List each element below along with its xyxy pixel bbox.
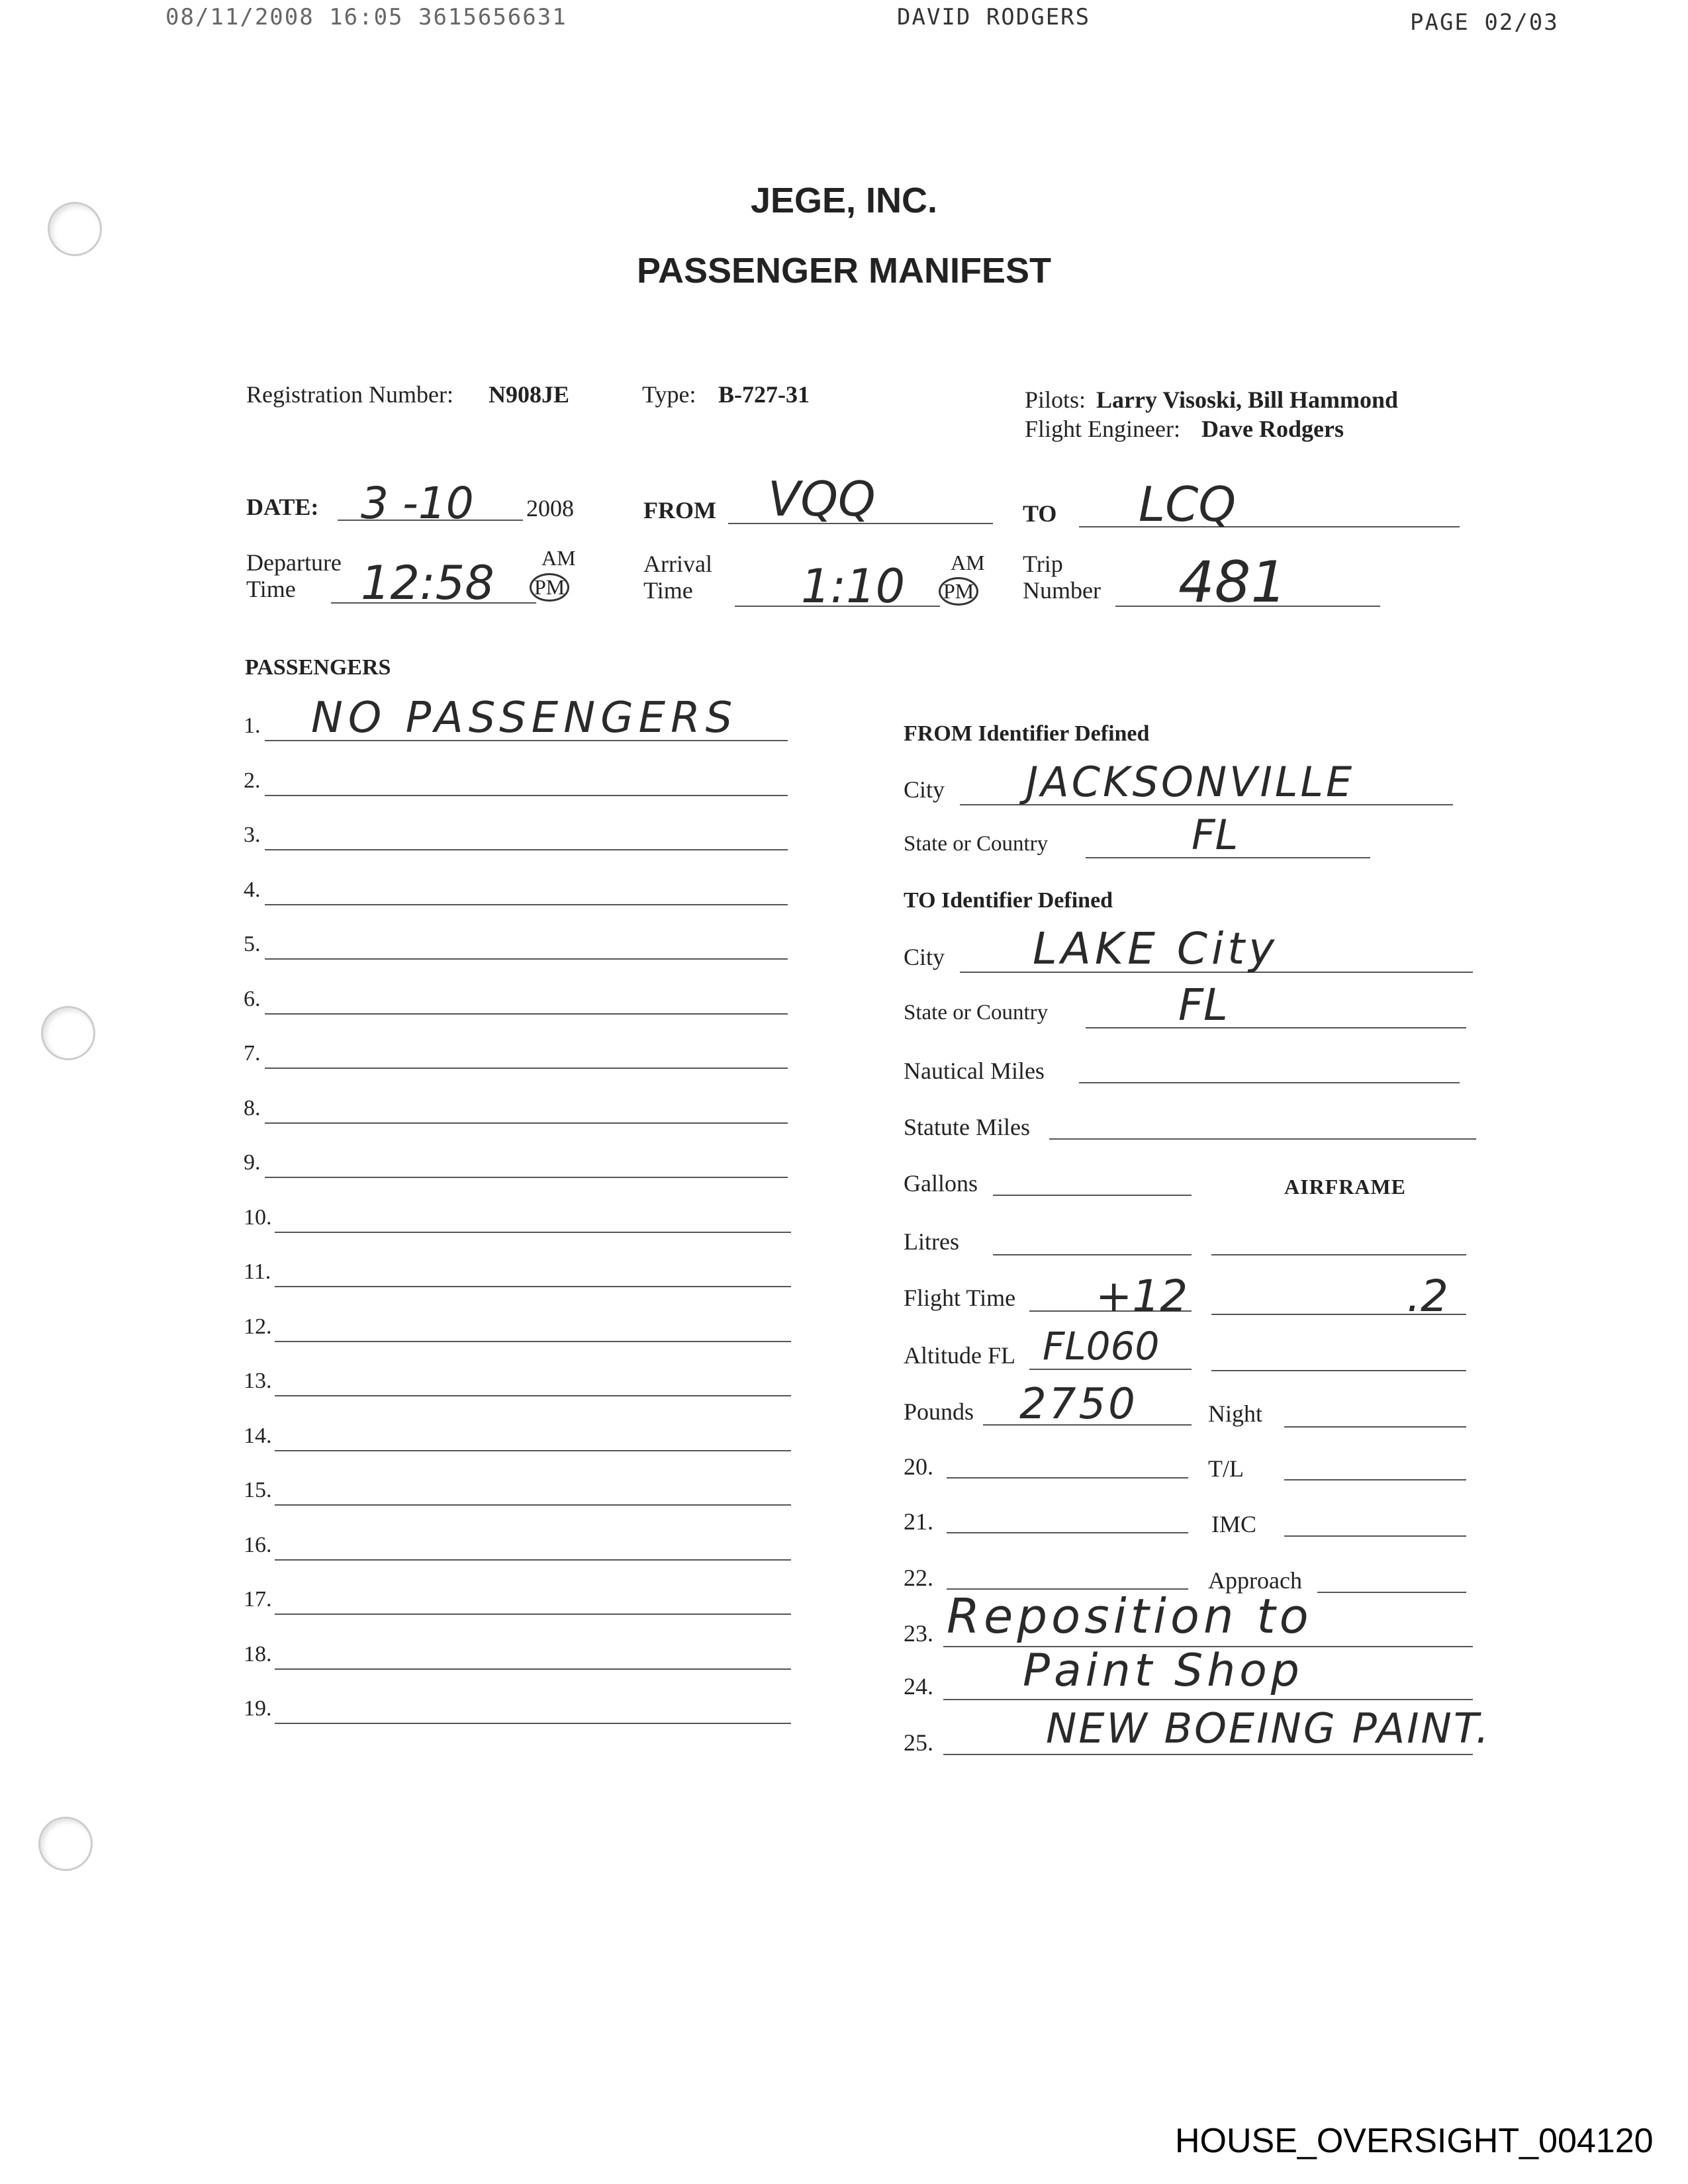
line-23-number: 23. [904,1620,933,1647]
to-label: TO [1023,500,1057,527]
registration-label: Registration Number: [246,381,453,408]
imc-label: IMC [1211,1511,1257,1537]
passenger-line [275,1614,791,1615]
passenger-number: 6. [244,986,261,1011]
trip-label [1023,551,1101,604]
date-year: 2008 [526,495,574,522]
to-state-value: FL [1178,979,1228,1030]
engineer-label: Flight Engineer: [1025,416,1180,442]
line-25-number: 25. [904,1729,933,1756]
line-25-value: NEW BOEING PAINT. [1046,1704,1491,1752]
passenger-number: 4. [244,877,261,902]
passenger-number: 9. [244,1150,261,1175]
arrival-label-line1: Arrival [643,551,712,577]
trip-value: 481 [1178,549,1288,615]
passenger-line [275,1286,791,1287]
departure-value: 12:58 [361,556,494,610]
passenger-line [275,1668,791,1670]
pilots-value: Larry Visoski, Bill Hammond [1096,387,1399,413]
from-city-label: City [904,776,945,803]
departure-label [246,549,342,602]
binder-hole [41,1006,95,1060]
departure-label-line1: Departure [246,549,342,576]
airframe-value: .2 [1407,1271,1448,1322]
from-label: FROM [643,497,716,523]
passenger-number: 17. [244,1587,272,1612]
nautical-miles-label: Nautical Miles [904,1058,1045,1084]
type-value: B-727-31 [718,381,810,408]
fax-header-left: 08/11/2008 16:05 3615656631 [165,4,567,30]
departure-pm-circled: PM [530,573,569,602]
arrival-label [643,551,712,604]
from-state-value: FL [1192,811,1239,859]
passenger-line [275,1559,791,1561]
pounds-value: 2750 [1019,1380,1138,1429]
passenger-line [265,904,788,905]
passengers-heading: PASSENGERS [245,655,391,680]
passenger-number: 7. [244,1041,261,1066]
to-identifier-heading: TO Identifier Defined [904,888,1113,913]
line-20-number: 20. [904,1453,933,1480]
passenger-number: 3. [244,823,261,847]
fax-header-right: PAGE 02/03 [1410,9,1559,36]
passenger-number: 14. [244,1423,272,1448]
altitude-label: Altitude FL [904,1342,1015,1369]
passenger-line [265,958,788,960]
from-state-label: State or Country [904,832,1049,856]
passenger-line [275,1341,791,1342]
date-value: 3 -10 [361,478,474,529]
altitude-value: FL060 [1043,1324,1160,1369]
fax-header-center: DAVID RODGERS [897,4,1091,30]
passenger-line [275,1723,791,1724]
line-22-number: 22. [904,1565,933,1591]
departure-am: AM [541,546,576,570]
passenger-line [275,1450,791,1451]
passenger-line [265,849,788,850]
statute-miles-label: Statute Miles [904,1114,1030,1140]
pounds-label: Pounds [904,1398,974,1425]
tl-label: T/L [1208,1455,1244,1482]
line-24-number: 24. [904,1673,933,1700]
passenger-line [265,1068,788,1069]
airframe-label: AIRFRAME [1284,1175,1406,1199]
to-city-label: City [904,944,945,970]
line-24-value: Paint Shop [1023,1645,1303,1697]
passenger-number: 5. [244,932,261,956]
night-label: Night [1208,1400,1263,1427]
bates-number: HOUSE_OVERSIGHT_004120 [1175,2122,1654,2160]
company-name: JEGE, INC. [750,181,938,220]
date-label: DATE: [246,494,319,520]
passenger-number: 2. [244,768,261,793]
binder-hole [38,1817,93,1871]
form-title: PASSENGER MANIFEST [636,251,1052,291]
passenger-line [265,795,788,796]
arrival-pm-circled: PM [939,577,978,606]
passenger-line [265,1122,788,1124]
passenger-number: 13. [244,1369,272,1393]
flight-time-value: +12 [1096,1271,1188,1322]
line-23-value: Reposition to [947,1588,1313,1644]
litres-label: Litres [904,1228,959,1255]
pilots-label: Pilots: [1025,387,1086,413]
passenger-number: 15. [244,1478,272,1502]
passenger-number: 12. [244,1314,272,1339]
arrival-label-line2: Time [643,577,693,604]
from-value: VQQ [768,471,876,527]
passenger-line [265,1177,788,1178]
passenger-number: 10. [244,1205,272,1230]
engineer-value: Dave Rodgers [1201,416,1344,442]
passenger-line [275,1504,791,1506]
passenger-line [275,1395,791,1396]
from-city-value: JACKSONVILLE [1026,758,1355,806]
passenger-number: 1. [244,713,261,738]
passenger-number: 16. [244,1532,272,1557]
flight-time-label: Flight Time [904,1285,1016,1311]
passenger-number: 18. [244,1641,272,1666]
from-identifier-heading: FROM Identifier Defined [904,721,1150,746]
departure-label-line2: Time [246,576,296,602]
to-state-label: State or Country [904,1001,1049,1024]
line-21-number: 21. [904,1508,933,1535]
trip-label-line1: Trip [1023,551,1063,577]
passenger-number: 8. [244,1095,261,1120]
approach-label: Approach [1208,1567,1302,1594]
type-label: Type: [642,381,696,408]
passenger-name: NO PASSENGERS [311,694,738,743]
registration-value: N908JE [489,381,570,408]
gallons-label: Gallons [904,1170,978,1197]
trip-label-line2: Number [1023,577,1101,604]
passenger-number: 19. [244,1696,272,1721]
arrival-am: AM [951,551,985,574]
passenger-line [275,1232,791,1233]
passenger-line [265,1013,788,1015]
passenger-number: 11. [244,1259,271,1284]
arrival-value: 1:10 [801,559,906,614]
to-value: LCQ [1139,477,1237,532]
to-city-value: LAKE City [1033,923,1279,974]
